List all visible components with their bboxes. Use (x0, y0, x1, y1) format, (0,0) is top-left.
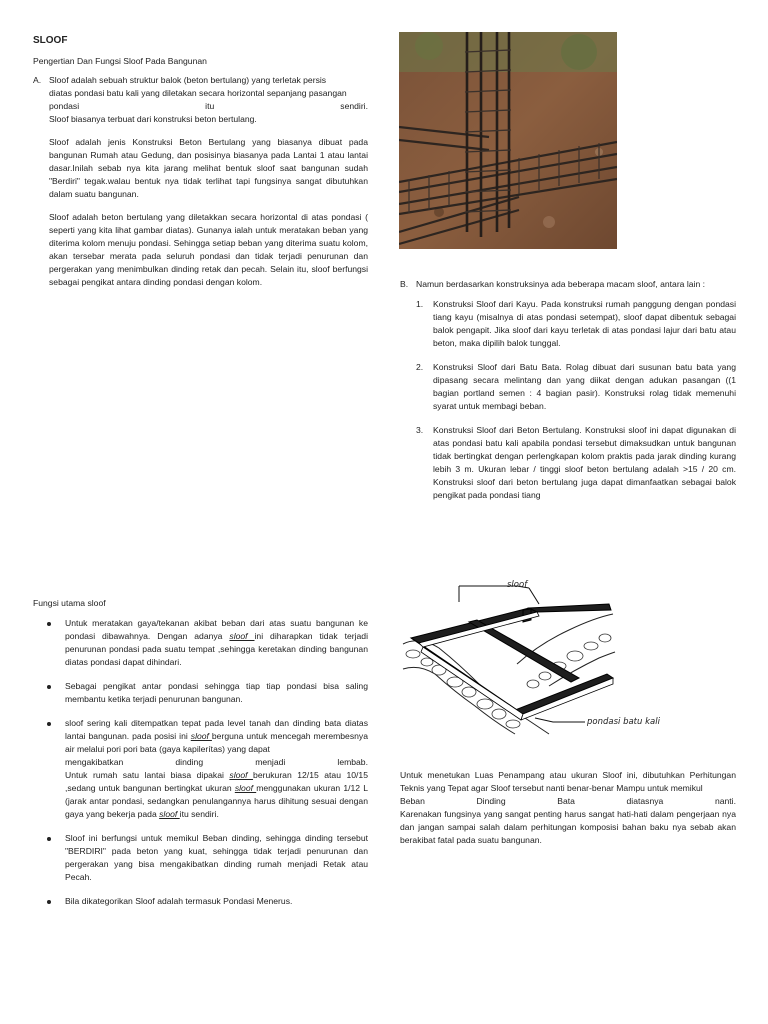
bullet-icon (47, 685, 51, 689)
list-item (400, 298, 736, 350)
section-a-marker: A. (33, 75, 42, 85)
bullet-icon (47, 722, 51, 726)
list-item (33, 832, 368, 884)
list-item-text: Sebagai pengikat antar pondasi sehingga tiap tiap pondasi bisa saling membantu ketika terjadi penurunan bangunan. (65, 681, 368, 704)
section-a-paragraph-2: Sloof adalah jenis Konstruksi Beton Bertulang yang biasanya dibuat pada bangunan Rumah atau Gedung, dan posisinya biasanya pada Lantai 1 atau lantai dasar.Inilah sebab nya kita jarang melihat bentuk sloof saat bangunan sudah "Berdiri" tegak.walau bentuk nya tidak terlihat tapi fungsinya sangat dibutuhkan dalam suatu bangunan. (49, 137, 368, 199)
fungsi-section (33, 617, 368, 919)
section-luas-penampang (400, 769, 736, 847)
fungsi-heading: Fungsi utama sloof (33, 598, 106, 608)
diagram-label-sloof: sloof (507, 580, 528, 590)
justified-line: mengakibatkan dinding menjadi lembab. (65, 757, 368, 767)
bullet-icon (47, 622, 51, 626)
paragraph-lines: Untuk menetukan Luas Penampang atau ukuran Sloof ini, dibutuhkan Perhitungan Teknis yang Tepat agar Sloof tersebut nanti benar-benar Mampu untuk memikul (400, 770, 736, 793)
list-item-text: Konstruksi Sloof dari Batu Bata. Rolag dibuat dari susunan batu bata yang dipasang secara melintang dan yang diikat dengan adukan pasangan ((1 bagian portland semen : 4 bagian pasir). Konstruksi rolag tidak memenuhi syarat untuk membagi beban. (433, 362, 736, 411)
list-item (33, 680, 368, 706)
word: sendiri. (340, 101, 368, 111)
justified-line: Beban Dinding Bata diatasnya nanti. (400, 796, 736, 806)
section-a-p1-line3 (49, 100, 368, 113)
section-a-p1-line1: Sloof adalah sebuah struktur balok (beton bertulang) yang terletak persis (49, 75, 327, 85)
list-item-text: Sloof ini berfungsi untuk memikul Beban dinding, sehingga dinding tersebut "BERDIRI" pada beton yang kuat, sehingga tidak terjadi penurunan dan pergerakan yang bisa mengakibatkan dinding rumah menjadi Retak atau Pecah. (65, 833, 368, 882)
page-title: SLOOF (33, 35, 68, 46)
bullet-icon (47, 837, 51, 841)
section-a-paragraph-3: Sloof adalah beton bertulang yang diletakkan secara horizontal di atas pondasi ( seperti yang kita lihat gambar diatas). Gunanya ialah untuk meratakan beban yang diterima kolom menuju pondasi. Sehingga setiap beban yang diterima suatu kolom, akan tersebar merata pada seluruh pondasi dan tidak terjadi penurunan dan pergerakan yang menimbulkan dinding retak dan pecah. Selain itu, sloof berfungsi sebagai pengikat antara dinding pondasi dengan kolom. (49, 212, 368, 287)
list-item-text: Konstruksi Sloof dari Beton Bertulang. Konstruksi sloof ini dapat digunakan di atas pondasi batu kali apabila pondasi tersebut dimaksudkan untuk bangunan tidak bertingkat dengan perlengkapan kolom praktis pada jarak dinding kurang lebih 3 m. Ukuran lebar / tinggi sloof beton bertulang adalah >15 / 20 cm. Konstruksi sloof dari beton bertulang juga dapat dimanfaatkan sebagai balok pengikat pada pondasi tiang (433, 425, 736, 500)
section-a-p1-line4: Sloof biasanya terbuat dari konstruksi beton bertulang. (49, 114, 257, 124)
list-item-text: Untuk meratakan gaya/tekanan akibat beban dari atas suatu bangunan ke pondasi dibawahnya. Dengan adanya sloof ini diharapkan tidak terjadi penurunan pondasi pada suatu tempat ,sehingga keretakan dinding bangunan diatas pondasi dapat dihindari. (65, 618, 368, 667)
section-b-intro: Namun berdasarkan konstruksinya ada beberapa macam sloof, antara lain : (416, 279, 706, 289)
list-item (400, 361, 736, 413)
list-item (33, 617, 368, 669)
list-item (33, 717, 368, 821)
diagram-label-pondasi: pondasi batu kali (587, 717, 660, 727)
section-b (400, 278, 736, 513)
list-item-text: Konstruksi Sloof dari Kayu. Pada konstruksi rumah panggung dengan pondasi tiang kayu (misalnya di atas pondasi setempat), sloof dapat dibentuk sebagai balok pengapit. Jika sloof dari kayu terletak di atas pondasi lajur dari batu atau beton, maka dipilih balok tunggal. (433, 299, 736, 348)
word: pondasi (49, 101, 80, 111)
section-a (33, 74, 368, 289)
sloof-rebar-photo (399, 32, 617, 249)
list-item (400, 424, 736, 502)
sloof-type-list (400, 298, 736, 502)
bullet-icon (47, 900, 51, 904)
list-item-number: 1. (416, 299, 424, 309)
list-item (33, 895, 368, 908)
section-a-p1-line2: diatas pondasi batu kali yang diletakan secara horizontal sepanjang pasangan (49, 88, 347, 98)
section-b-marker: B. (400, 279, 409, 289)
list-item-text: Bila dikategorikan Sloof adalah termasuk Pondasi Menerus. (65, 896, 293, 906)
list-item-number: 3. (416, 425, 424, 435)
subtitle: Pengertian Dan Fungsi Sloof Pada Bangunan (33, 56, 207, 66)
fungsi-list (33, 617, 368, 908)
sloof-diagram (399, 574, 660, 742)
word: itu (205, 101, 215, 111)
paragraph-rest: Karenakan fungsinya yang sangat penting harus sangat hati-hati dalam pengerjaan nya dan jangan sampai salah dalam perhitungan komposisi bahan baku nya sebab akan berakibat fatal pada suatu bangunan. (400, 809, 736, 845)
list-item-number: 2. (416, 362, 424, 372)
list-item-text: sloof sering kali ditempatkan tepat pada level tanah dan dinding bata diatas lantai bangunan. pada posisi ini sloof berguna untuk mencegah merembesnya air melalui pori pori bata (gaya kapilerítas) yang dapat mengakibatkan dinding menjadi lembab. Untuk rumah satu lantai biasa dipakai sloof berukuran 12/15 atau 10/15 ,sedang untuk bangunan bertingkat ukuran sloof menggunakan ukuran 1/12 L (jarak antar pondasi, sedangkan penulangannya harus dihitung sesuai dengan gaya yang bekerja pada sloof itu sendiri. (65, 718, 369, 819)
